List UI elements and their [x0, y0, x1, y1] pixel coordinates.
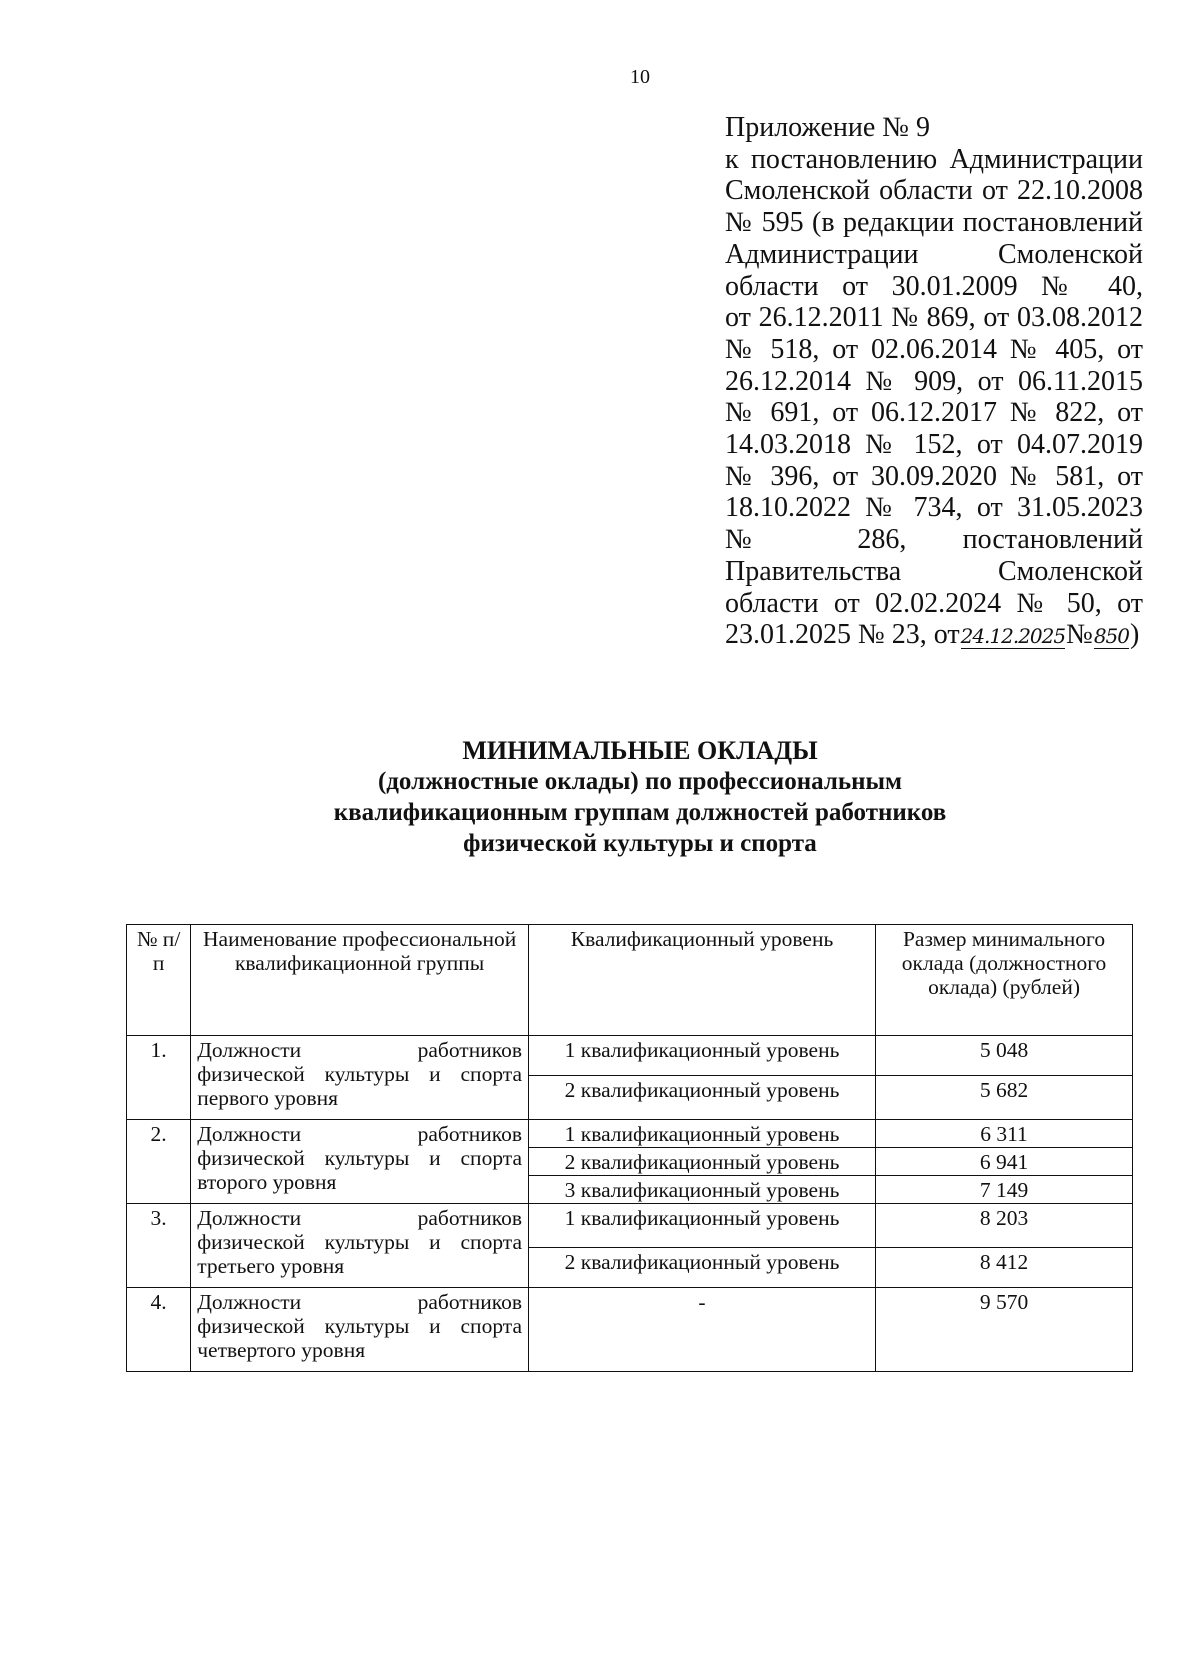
group-name-rest: физической культуры и спорта первого уровня — [197, 1062, 522, 1110]
appendix-line: Смоленской области от 22.10.2008 — [725, 175, 1143, 207]
group-name-first-right: работников — [417, 1206, 522, 1230]
title-line-1: МИНИМАЛЬНЫЕ ОКЛАДЫ — [462, 736, 818, 765]
appendix-line: № 691, от 06.12.2017 № 822, от — [725, 397, 1143, 429]
closing-paren: ) — [1130, 619, 1140, 651]
handwritten-date: 24.12.2025 — [960, 624, 1066, 649]
appendix-line-prefix: 23.01.2025 № 23, от — [725, 619, 960, 651]
document-title — [0, 735, 1200, 859]
salary-cell: 5 048 — [876, 1036, 1133, 1076]
appendix-last-line — [725, 619, 1143, 651]
group-name-first-right: работников — [417, 1038, 522, 1062]
group-name-first-left: Должности — [197, 1206, 302, 1230]
appendix-line: № 595 (в редакции постановлений — [725, 207, 1143, 239]
table-row — [127, 1120, 1133, 1148]
number-sign: № — [1066, 619, 1093, 651]
appendix-line: Администрации Смоленской — [725, 238, 1143, 270]
table-row — [127, 1036, 1133, 1076]
title-line-2: (должностные оклады) по профессиональным — [377, 768, 903, 795]
salary-cell: 8 203 — [876, 1204, 1133, 1248]
title-line-3: квалификационным группам должностей работников — [333, 799, 947, 826]
appendix-line: № 396, от 30.09.2020 № 581, от — [725, 460, 1143, 492]
group-name-first-left: Должности — [197, 1038, 302, 1062]
appendix-line: к постановлению Администрации — [725, 143, 1143, 175]
appendix-line: 18.10.2022 № 734, от 31.05.2023 — [725, 492, 1143, 524]
level-cell: 2 квалификационный уровень — [528, 1148, 875, 1176]
header-salary: Размер минимального оклада (должностного оклада) (рублей) — [876, 925, 1133, 1036]
group-name-rest: физической культуры и спорта второго уровня — [197, 1146, 522, 1194]
page-number: 10 — [630, 66, 650, 88]
group-name-first-right: работников — [417, 1290, 522, 1314]
group-name — [191, 1204, 529, 1288]
table-header-row — [127, 925, 1133, 1036]
level-cell: 2 квалификационный уровень — [528, 1076, 875, 1120]
group-name — [191, 1120, 529, 1204]
appendix-line: области от 30.01.2009 № 40, — [725, 270, 1143, 302]
appendix-line: № 518, от 02.06.2014 № 405, от — [725, 333, 1143, 365]
level-cell: 3 квалификационный уровень — [528, 1176, 875, 1204]
group-name-rest: физической культуры и спорта четвертого уровня — [197, 1314, 522, 1362]
appendix-line: Правительства Смоленской — [725, 555, 1143, 587]
appendix-line: Приложение № 9 — [725, 112, 930, 143]
level-cell: - — [528, 1288, 875, 1372]
appendix-line: 14.03.2018 № 152, от 04.07.2019 — [725, 429, 1143, 461]
table-row — [127, 1204, 1133, 1248]
header-num: № п/п — [127, 925, 191, 1036]
appendix-header — [725, 112, 1143, 651]
group-number: 3. — [127, 1204, 191, 1288]
header-name: Наименование профессиональной квалификационной группы — [191, 925, 529, 1036]
level-cell: 1 квалификационный уровень — [528, 1036, 875, 1076]
title-line-4: физической культуры и спорта — [463, 830, 817, 857]
group-name — [191, 1288, 529, 1372]
appendix-line: области от 02.02.2024 № 50, от — [725, 587, 1143, 619]
level-cell: 1 квалификационный уровень — [528, 1120, 875, 1148]
group-name — [191, 1036, 529, 1120]
appendix-line: № 286, постановлений — [725, 524, 1143, 556]
group-number: 4. — [127, 1288, 191, 1372]
group-name-first-left: Должности — [197, 1122, 302, 1146]
group-name-first-left: Должности — [197, 1290, 302, 1314]
header-level: Квалификационный уровень — [528, 925, 875, 1036]
group-number: 2. — [127, 1120, 191, 1204]
salary-cell: 6 941 — [876, 1148, 1133, 1176]
handwritten-number: 850 — [1093, 624, 1130, 649]
level-cell: 1 квалификационный уровень — [528, 1204, 875, 1248]
salary-cell: 9 570 — [876, 1288, 1133, 1372]
appendix-line: от 26.12.2011 № 869, от 03.08.2012 — [725, 302, 1143, 334]
level-cell: 2 квалификационный уровень — [528, 1248, 875, 1288]
group-number: 1. — [127, 1036, 191, 1120]
salary-cell: 5 682 — [876, 1076, 1133, 1120]
group-name-first-right: работников — [417, 1122, 522, 1146]
appendix-line: 26.12.2014 № 909, от 06.11.2015 — [725, 365, 1143, 397]
salary-cell: 6 311 — [876, 1120, 1133, 1148]
salary-cell: 8 412 — [876, 1248, 1133, 1288]
salary-cell: 7 149 — [876, 1176, 1133, 1204]
salary-table — [126, 924, 1133, 1372]
group-name-rest: физической культуры и спорта третьего уровня — [197, 1230, 522, 1278]
table-row — [127, 1288, 1133, 1372]
